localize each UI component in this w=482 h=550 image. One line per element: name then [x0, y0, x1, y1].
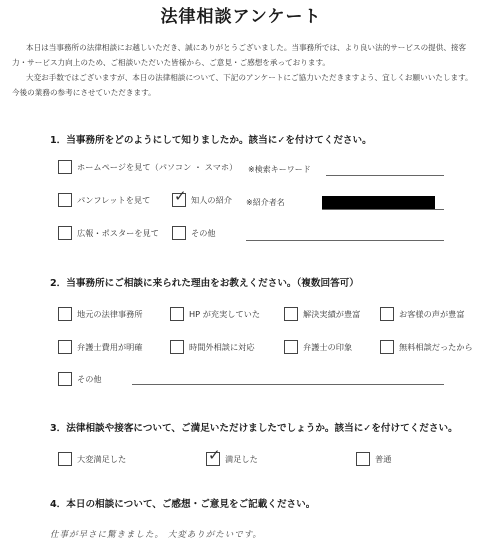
q2-option[interactable]	[170, 340, 255, 354]
redaction-box	[322, 196, 435, 209]
check-mark-icon: ✓	[208, 446, 221, 464]
q1-option-ad[interactable]	[58, 226, 159, 240]
option-label: その他	[77, 373, 102, 384]
referrer-note: ※紹介者名	[246, 198, 285, 207]
option-label: 弁護士費用が明確	[77, 341, 143, 352]
keyword-line[interactable]	[326, 175, 444, 176]
q1-option-homepage[interactable]	[58, 160, 237, 174]
intro-text	[12, 40, 474, 100]
q2-option[interactable]	[380, 307, 465, 321]
q2-option[interactable]	[284, 340, 352, 354]
option-label: その他	[191, 227, 216, 238]
checkbox[interactable]	[380, 340, 394, 354]
checkbox[interactable]	[58, 372, 72, 386]
option-label: ホームページを見て（パソコン ・ スマホ）	[77, 161, 238, 172]
q1-option-referral[interactable]	[172, 187, 232, 207]
option-label: 解決実績が豊富	[303, 308, 361, 319]
option-label: 無料相談だったから	[399, 341, 473, 352]
checkbox[interactable]	[284, 307, 298, 321]
q2-option[interactable]	[284, 307, 360, 321]
option-label: お客様の声が豊富	[399, 308, 465, 319]
option-label: 地元の法律事務所	[77, 308, 143, 319]
check-mark-icon: ✓	[174, 187, 187, 205]
question-4-title: 4．本日の相談について、ご感想・ご意見をご記載ください。	[50, 499, 316, 510]
option-label: 弁護士の印象	[303, 341, 353, 352]
checkbox[interactable]	[58, 193, 72, 207]
q1-option-pamphlet[interactable]	[58, 193, 150, 207]
q2-other-line[interactable]	[132, 384, 444, 385]
option-label: 知人の紹介	[191, 194, 232, 205]
q2-option[interactable]	[380, 340, 473, 354]
question-2-title: 2．当事務所にご相談に来られた理由をお教えください。（複数回答可）	[50, 278, 359, 289]
option-label: パンフレットを見て	[77, 194, 151, 205]
q2-option-other[interactable]	[58, 372, 102, 386]
checkbox[interactable]	[172, 226, 186, 240]
other-line[interactable]	[246, 240, 444, 241]
option-label: 大変満足した	[77, 453, 127, 464]
keyword-note: ※検索キーワード	[248, 165, 311, 174]
checkbox[interactable]	[170, 340, 184, 354]
checkbox[interactable]	[170, 307, 184, 321]
option-label: 普通	[375, 453, 392, 464]
page-title: 法律相談アンケート	[160, 7, 322, 27]
checkbox[interactable]	[284, 340, 298, 354]
q3-option[interactable]	[356, 452, 391, 466]
intro-paragraph-1: 本日は当事務所の法律相談にお越しいただき、誠にありがとうございました。当事務所では、より良い法的サービスの提供、接客力・サービス力向上のため、ご相談いただいた皆様から、ご意見・ご感想を承っております。	[12, 43, 467, 67]
q2-option[interactable]	[170, 307, 260, 321]
referrer-line[interactable]	[322, 209, 444, 210]
option-label: 満足した	[225, 453, 258, 464]
question-1-title: 1．当事務所をどのようにして知りましたか。該当に✓を付けてください。	[50, 135, 372, 146]
checkbox[interactable]	[58, 307, 72, 321]
checkbox[interactable]	[58, 160, 72, 174]
option-label: 時間外相談に対応	[189, 341, 255, 352]
q2-option[interactable]	[58, 307, 143, 321]
q1-option-other[interactable]	[172, 226, 216, 240]
checkbox[interactable]	[58, 340, 72, 354]
intro-paragraph-2: 大変お手数ではございますが、本日の法律相談について、下記のアンケートにご協力いただきますよう、宜しくお願いいたします。今後の業務の参考にさせていただきます。	[12, 73, 473, 97]
option-label: 広報・ポスターを見て	[77, 227, 159, 238]
question-3-title: 3．法律相談や接客について、ご満足いただけましたでしょうか。該当に✓を付けてください。	[50, 423, 458, 434]
q3-option[interactable]	[206, 446, 258, 466]
option-label: HP が充実していた	[189, 308, 261, 319]
checkbox-checked[interactable]	[172, 187, 187, 207]
checkbox-checked[interactable]	[206, 446, 221, 466]
checkbox[interactable]	[58, 226, 72, 240]
checkbox[interactable]	[380, 307, 394, 321]
q2-option[interactable]	[58, 340, 143, 354]
checkbox[interactable]	[356, 452, 370, 466]
checkbox[interactable]	[58, 452, 72, 466]
handwritten-answer[interactable]: 仕事が早さに驚きました。 大変ありがたいです。	[50, 530, 263, 540]
q3-option[interactable]	[58, 452, 126, 466]
